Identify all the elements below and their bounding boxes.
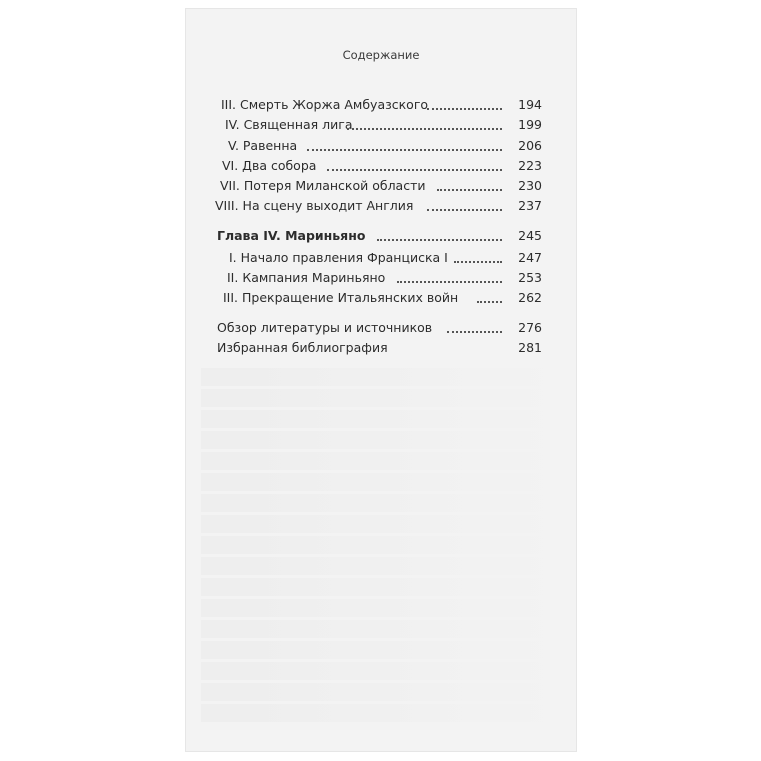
toc-entry bbox=[185, 137, 577, 155]
toc-entry-title: I. Начало правления Франциска I bbox=[229, 250, 448, 265]
leader-dots bbox=[437, 189, 502, 191]
toc-entry bbox=[185, 116, 577, 134]
toc-chapter-title: Глава IV. Мариньяно bbox=[217, 228, 366, 243]
toc-entry-title: IV. Священная лига bbox=[225, 117, 353, 132]
toc-entry-title: VII. Потеря Миланской области bbox=[220, 178, 426, 193]
leader-dots bbox=[377, 239, 502, 241]
toc-entry-page: 230 bbox=[518, 178, 542, 193]
toc-entry-title: III. Смерть Жоржа Амбуазского bbox=[221, 97, 429, 112]
toc-entry bbox=[185, 96, 577, 114]
toc-entry-title: VIII. На сцену выходит Англия bbox=[215, 198, 414, 213]
toc-chapter bbox=[185, 227, 577, 245]
running-header: Содержание bbox=[342, 48, 420, 62]
toc-entry-title: V. Равенна bbox=[228, 138, 298, 153]
toc-entry-title: II. Кампания Мариньяно bbox=[227, 270, 386, 285]
leader-dots bbox=[307, 149, 502, 151]
toc-entry-page: 199 bbox=[518, 117, 542, 132]
toc-section bbox=[185, 339, 577, 357]
leader-dots bbox=[447, 331, 502, 333]
book-page bbox=[185, 8, 577, 752]
toc-entry-page: 206 bbox=[518, 138, 542, 153]
toc-entry bbox=[185, 197, 577, 215]
toc-entry-page: 237 bbox=[518, 198, 542, 213]
toc-entry bbox=[185, 269, 577, 287]
toc-entry-title: VI. Два собора bbox=[222, 158, 317, 173]
leader-dots bbox=[397, 281, 502, 283]
toc-entry-title: III. Прекращение Итальянских войн bbox=[223, 290, 459, 305]
leader-dots bbox=[427, 108, 502, 110]
toc-entry-page: 247 bbox=[518, 250, 542, 265]
table-of-contents bbox=[185, 8, 577, 752]
toc-chapter-page: 245 bbox=[518, 228, 542, 243]
toc-section-page: 276 bbox=[518, 320, 542, 335]
toc-entry bbox=[185, 249, 577, 267]
toc-entry bbox=[185, 157, 577, 175]
toc-section-page: 281 bbox=[518, 340, 542, 355]
leader-dots bbox=[347, 128, 502, 130]
toc-entry-page: 262 bbox=[518, 290, 542, 305]
leader-dots bbox=[427, 209, 502, 211]
toc-section-title: Обзор литературы и источников bbox=[217, 320, 433, 335]
leader-dots bbox=[454, 261, 502, 263]
toc-entry-page: 253 bbox=[518, 270, 542, 285]
toc-section bbox=[185, 319, 577, 337]
toc-entry bbox=[185, 177, 577, 195]
toc-entry bbox=[185, 289, 577, 307]
leader-dots bbox=[327, 169, 502, 171]
toc-entry-page: 194 bbox=[518, 97, 542, 112]
leader-dots bbox=[477, 301, 502, 303]
toc-entry-page: 223 bbox=[518, 158, 542, 173]
toc-section-title: Избранная библиография bbox=[217, 340, 388, 355]
